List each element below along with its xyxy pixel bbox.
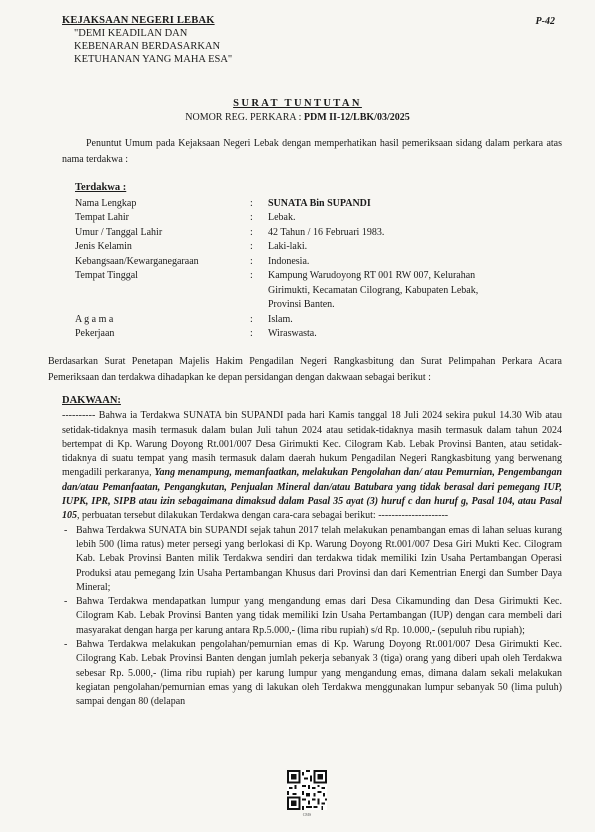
identity-label: A g a m a [75,313,114,325]
dakwaan-paragraph [62,409,562,523]
reg-value: PDM II-12/LBK/03/2025 [303,112,410,123]
dakwaan-lead: ---------- Bahwa ia Terdakwa SUNATA bin SUPANDI pada hari Kamis tanggal 18 Juli 2024 sekira pukul 14.30 Wib atau setidak-tidaknya masih termasuk dalam bulan Juli tahun 2024 atau setidak-tidaknya masih termasuk dalam tahun 2024 bertempat di Kp. Warung Doyong Rt.001/007 Desa Girimukti Kec. Cilogram Kab. Lebak Provinsi Banten, atau setidak-tidaknya di suatu tempat yang masih termasuk dalam daerah hukum Pengadilan Negeri Rangkasbitung yang berwenang mengadili perkaranya, [62,410,562,479]
registration-number [0,112,595,123]
identity-label: Tempat Lahir [75,212,129,223]
facts-list [62,524,562,710]
identity-row: Nama Lengkap : SUNATA Bin SUPANDI [75,197,553,212]
intro-paragraph: Penuntut Umum pada Kejaksaan Negeri Lebak dengan memperhatikan hasil pemeriksaan sidang dalam perkara atas nama terdakwa : [62,138,562,165]
identity-label: Kebangsaan/Kewarganegaraan [75,255,199,267]
dakwaan-tail: , perbuatan tersebut dilakukan Terdakwa dengan cara-cara sebagai berikut: --------------------- [77,510,449,522]
charges-intro: Berdasarkan Surat Penetapan Majelis Hakim Pengadilan Negeri Rangkasbitung dan Surat Pelimpahan Perkara Acara Pemeriksaan dan terdakwa dihadapkan ke depan persidangan dengan dakwaan sebagai berikut : [48,356,562,383]
identity-value: 42 Tahun / 16 Februari 1983. [268,226,385,238]
office-name: KEJAKSAAN NEGERI LEBAK [62,15,215,26]
identity-row: Pekerjaan : Wiraswasta. [75,327,553,342]
motto-line-3: KETUHANAN YANG MAHA ESA" [74,54,233,65]
identity-label: Pekerjaan [75,328,115,339]
identity-label: Tempat Tinggal [75,270,138,281]
identity-row: Jenis Kelamin : Laki-laki. [75,240,553,255]
identity-value: Wiraswasta. [268,328,317,339]
identity-label: Nama Lengkap [75,197,137,209]
identity-row: Tempat Tinggal : Kampung Warudoyong RT 001 RW 007, Kelurahan Girimukti, Kecamatan Cilograng, Kabupaten Lebak, Provinsi Banten. [75,269,553,313]
identity-row: Umur / Tanggal Lahir : 42 Tahun / 16 Februari 1983. [75,226,553,241]
identity-label: Umur / Tanggal Lahir [75,226,163,238]
identity-row: Tempat Lahir : Lebak. [75,211,553,226]
defendant-heading: Terdakwa : [75,182,127,193]
defendant-identity [75,181,553,342]
page-number: P-42 [535,16,555,27]
dakwaan-heading: DAKWAAN: [62,395,121,406]
document-title: SURAT TUNTUTAN [233,98,362,109]
list-item: - Bahwa Terdakwa SUNATA bin SUPANDI sejak tahun 2017 telah melakukan penambangan emas di lahan seluas kurang lebih 500 (lima ratus) meter persegi yang berlokasi di Kp. Warung Doyong Rt.001/007 Desa Giri Mukti Kec. Cilogram Kab. Lebak Provinsi Banten milik Terdakwa sendiri dan terdakwa tidak memiliki Izin Usaha Pertambangan Operasi Produksi atau pemegang Izin Usaha Pertambangan Khusus dari Provinsi dan dari Kementrian Energi dan Sumber Daya Mineral; [62,524,562,595]
list-item: - Bahwa Terdakwa melakukan pengolahan/pemurnian emas di Kp. Warung Doyong Rt.001/007 Desa Girimukti Kec. Cilograng Kab. Lebak Provinsi Banten dengan jumlah pekerja sebanyak 3 (tiga) orang yang diberi upah oleh Terdakwa sebesar Rp. 5.000,- (lima ribu rupiah) per karung lumpur yang mengandung emas, dimana dalam sekali melakukan kegiatan pengolahan/pemurnian emas yang di lakukan oleh Terdakwa menggunakan lumpur sebanyak 50 (lima puluh) sampai dengan 80 (delapan [62,638,562,709]
identity-row: A g a m a : Islam. [75,313,553,328]
motto-line-1: "DEMI KEADILAN DAN [74,28,188,39]
identity-value: Kampung Warudoyong RT 001 RW 007, Kelurahan Girimukti, Kecamatan Cilograng, Kabupaten Lebak, Provinsi Banten. [268,270,479,310]
identity-label: Jenis Kelamin [75,241,132,252]
dakwaan-charge-text: Yang menampung, memanfaatkan, melakukan Pengolahan dan/ atau Pemurnian, Pengembangan dan/atau Pemanfaatan, Pengangkutan, Penjualan Mineral dan/atau Batubara yang tidak berasal dari pemegang IUP, IUPK, IPR, SIPB atau izin sebagaimana dimaksud dalam Pasal 35 ayat (3) huruf c dan huruf g, Pasal 104, atau Pasal 105 [62,467,563,522]
motto-line-2: KEBENARAN BERDASARKAN [74,41,221,52]
identity-value: Islam. [268,313,293,325]
reg-label: NOMOR REG. PERKARA : [185,112,304,123]
identity-row: Kebangsaan/Kewarganegaraan : Indonesia. [75,255,553,270]
list-item: - Bahwa Terdakwa mendapatkan lumpur yang mengandung emas dari Desa Cikamunding dan Desa Girimukti Kec. Cilogram Kab. Lebak Provinsi Banten yang tidak memiliki Izin Usaha Pertambangan (IUP) dengan cara membeli dari masyarakat dengan harga per karung antara Rp.5.000,- (lima ribu rupiah) s/d Rp. 10.000,- (sepuluh ribu rupiah); [62,595,562,638]
identity-value: Indonesia. [268,255,310,267]
identity-value: Lebak. [268,212,296,223]
qr-label: CMS [302,812,312,817]
identity-value: SUNATA Bin SUPANDI [268,197,371,209]
letterhead [62,14,232,66]
identity-value: Laki-laki. [268,241,308,252]
dakwaan-section [62,394,562,710]
qr-code [287,770,327,810]
